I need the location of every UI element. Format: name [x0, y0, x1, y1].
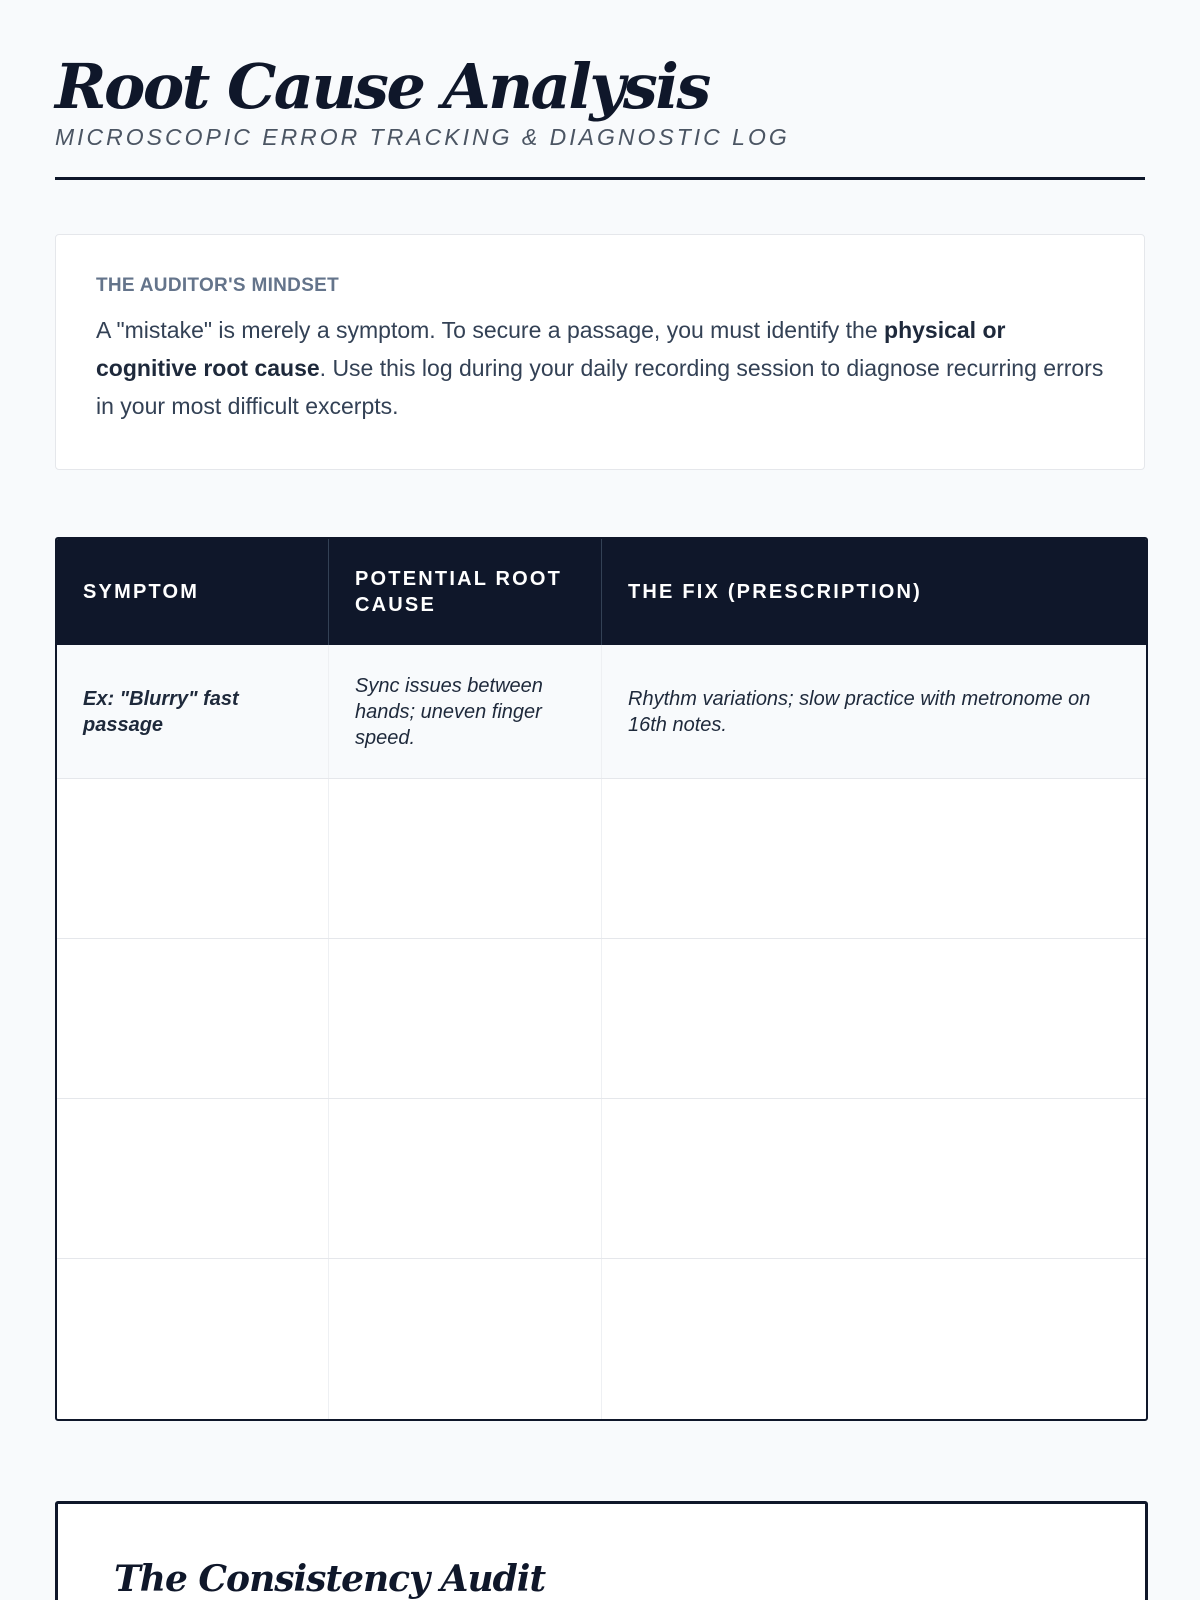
- column-header-symptom: SYMPTOM: [57, 539, 329, 645]
- root-cause-cell[interactable]: [329, 779, 602, 938]
- column-header-root-cause: POTENTIAL ROOT CAUSE: [329, 539, 602, 645]
- table-row: [57, 779, 1146, 939]
- page-subtitle: MICROSCOPIC ERROR TRACKING & DIAGNOSTIC LOG: [55, 124, 790, 150]
- mindset-label: THE AUDITOR'S MINDSET: [96, 275, 340, 296]
- mindset-text-emphasis: physical or cognitive root cause: [96, 317, 1006, 381]
- example-cause: Sync issues between hands; uneven finger speed.: [329, 645, 602, 778]
- symptom-cell[interactable]: [57, 779, 329, 938]
- example-fix: Rhythm variations; slow practice with metronome on 16th notes.: [628, 687, 1091, 736]
- consistency-audit-card: [55, 1501, 1148, 1600]
- fix-cell[interactable]: [602, 779, 1146, 938]
- root-cause-cell[interactable]: [329, 1099, 602, 1258]
- fix-cell[interactable]: [602, 939, 1146, 1098]
- fix-cell[interactable]: [602, 1259, 1146, 1419]
- table-row: [57, 1259, 1146, 1419]
- symptom-cell[interactable]: [57, 939, 329, 1098]
- example-row: [57, 645, 1146, 779]
- symptom-cell[interactable]: [57, 1099, 329, 1258]
- table-row: [57, 939, 1146, 1099]
- mindset-text: [96, 311, 1104, 425]
- root-cause-cell[interactable]: [329, 1259, 602, 1419]
- mindset-text-rest: . Use this log during your daily recording session to diagnose recurring errors in your most difficult excerpts.: [96, 355, 1104, 419]
- consistency-audit-title: The Consistency Audit: [114, 1558, 546, 1600]
- table-row: [57, 1099, 1146, 1259]
- table-header-row: [57, 539, 1146, 645]
- fix-cell[interactable]: [602, 1099, 1146, 1258]
- auditor-mindset-card: [55, 234, 1145, 470]
- mindset-text-intro: A "mistake" is merely a symptom. To secure a passage, you must identify the: [96, 317, 885, 343]
- page-header: [55, 0, 1145, 180]
- symptom-cell[interactable]: [57, 1259, 329, 1419]
- root-cause-cell[interactable]: [329, 939, 602, 1098]
- column-header-fix: THE FIX (PRESCRIPTION): [628, 581, 922, 603]
- example-symptom: Ex: "Blurry" fast passage: [57, 645, 329, 778]
- page-title: Root Cause Analysis: [55, 50, 709, 123]
- root-cause-log-table: [55, 537, 1148, 1421]
